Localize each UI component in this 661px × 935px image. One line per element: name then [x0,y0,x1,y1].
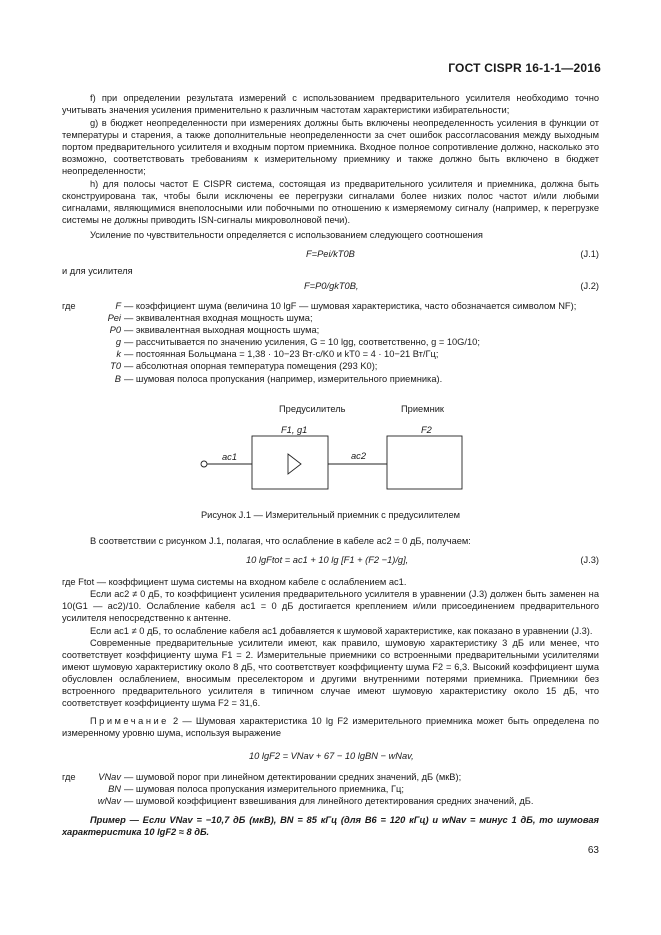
document-header: ГОСТ CISPR 16-1-1—2016 [448,61,601,75]
paragraph-amp-intro: и для усилителя [62,266,133,276]
input-terminal [201,461,207,467]
paragraph-ftot: где Ftot — коэффициент шума системы на входном кабеле с ослаблением ac1. [62,577,407,587]
paragraph-h: h) для полосы частот E CISPR система, состоящая из предварительного усилителя и приемника, должна быть сконструирована так, чтобы были исключены ее перегрузки сигналами более низких полос частот и/или любыми сигналами, являющимися внеполосными или побочными по отношению к измеряемому сигналу (например, к перегрузке системы не должны приводить ISN-сигналы микроволновой печи). [62,179,599,226]
paragraph-fig-intro: В соответствии с рисунком J.1, полагая, что ослабление в кабеле ac2 = 0 дБ, получаем: [90,536,471,546]
receiver-label: Приемник [401,404,445,414]
preamp-label: Предусилитель [279,404,346,414]
ac2-label: ac2 [351,451,366,461]
f1g1-label: F1, g1 [281,425,308,435]
block-diagram [0,398,661,513]
equation-noise: 10 lgF2 = VNav + 67 − 10 lgBN − wNav, [249,751,414,761]
equation-j1-number: (J.1) [580,249,599,259]
figure-caption: Рисунок J.1 — Измерительный приемник с предусилителем [200,510,461,520]
note-2: Примечание 2 — Шумовая характеристика 10 lg F2 измерительного приемника может быть определена по измеренному уровню шума, используя выражение [62,716,599,739]
receiver-box [387,436,462,489]
equation-j2: F=P0/gkT0B, [304,281,359,291]
ac1-label: ac1 [222,452,237,462]
paragraph-if-ac1: Если ac1 ≠ 0 дБ, то ослабление кабеля ac1 добавляется к шумовой характеристике, как показано в уравнении (J.3). [90,626,593,636]
example: Пример — Если VNav = −10,7 дБ (мкВ), BN = 85 кГц (для B6 = 120 кГц) и wNav = минус 1 дБ, то шумовая характеристика 10 lgF2 ≈ 8 дБ. [62,815,599,838]
paragraph-g: g) в бюджет неопределенности при измерениях должны быть включены неопределенность усиления в функции от температуры и старения, а также дополнительные неопределенности за счет ошибок рассогласования между выходным портом предварительного усилителя и входным портом приемника. Входное полное сопротивление должно, насколько это возможно, соответствовать требованиям к измерительному приемнику и также должно быть включено в бюджет неопределенности; [62,118,599,177]
equation-j3: 10 lgFtot = ac1 + 10 lg [F1 + (F2 −1)/g], [246,555,409,565]
equation-j3-number: (J.3) [580,555,599,565]
where-list-1: где F — коэффициент шума (величина 10 lgF — шумовая характеристика, часто обозначается символом NF); Pei — эквивалентная входная мощность шума; P0 — эквивалентная выходная мощность шума; g — рассчитывается по значению усиления, G = 10 lgg, соответственно, g = 10G/10; k — постоянная Больцмана = 1,38 · 10−23 Вт·с/K0 и kT0 = 4 · 10−21 Вт/Гц; T0 — абсолютная опорная температура помещения (293 K0); B — шумовая полоса пропускания (например, измерительного приемника). [62,301,577,384]
figure-j1 [0,398,661,513]
equation-j1: F=Pei/kT0B [306,249,355,259]
amplifier-icon [288,454,301,474]
paragraph-f: f) при определении результата измерений с использованием предварительного усилителя необходимо точно учитывать значения усиления применительно к различным частотам характеристики избирательности; [62,93,599,116]
page-number: 63 [587,845,599,856]
equation-j2-number: (J.2) [580,281,599,291]
where-list-2: где VNav — шумовой порог при линейном детектировании средних значений, дБ (мкВ); BN — шумовая полоса пропускания измерительного приемника, Гц; wNav — шумовой коэффициент взвешивания для линейного детектирования средних значений, дБ. [62,772,534,807]
paragraph-gain-intro: Усиление по чувствительности определяется с использованием следующего соотношения [90,230,483,240]
preamp-box [252,436,328,489]
paragraph-if-ac2: Если ac2 ≠ 0 дБ, то коэффициент усиления предварительного усилителя в уравнении (J.3) должен быть заменен на 10(G1 — ac2)/10. Ослабление кабеля ac1 = 0 дБ достигается креплением и/или присоединением предварительного усилителя непосредственно к антенне. [62,589,599,624]
f2-label: F2 [421,425,432,435]
paragraph-modern-preamps: Современные предварительные усилители имеют, как правило, шумовую характеристику 3 дБ или менее, что соответствует коэффициенту шума F1 = 2. Измерительные приемники со встроенными предварительными усилителями имеют шумовую характеристику около 8 дБ, что соответствует коэффициенту шума F2 = 6,3. Высокий коэффициент шума обусловлен ослаблением, вносимым преселектором и другими внутренними потерями приемника. Приемники без встроенного предварительного усилителя в типичном случае имеют шумовую характеристику около 15 дБ, что соответствует коэффициенту шума F2 = 31,6. [62,638,599,709]
